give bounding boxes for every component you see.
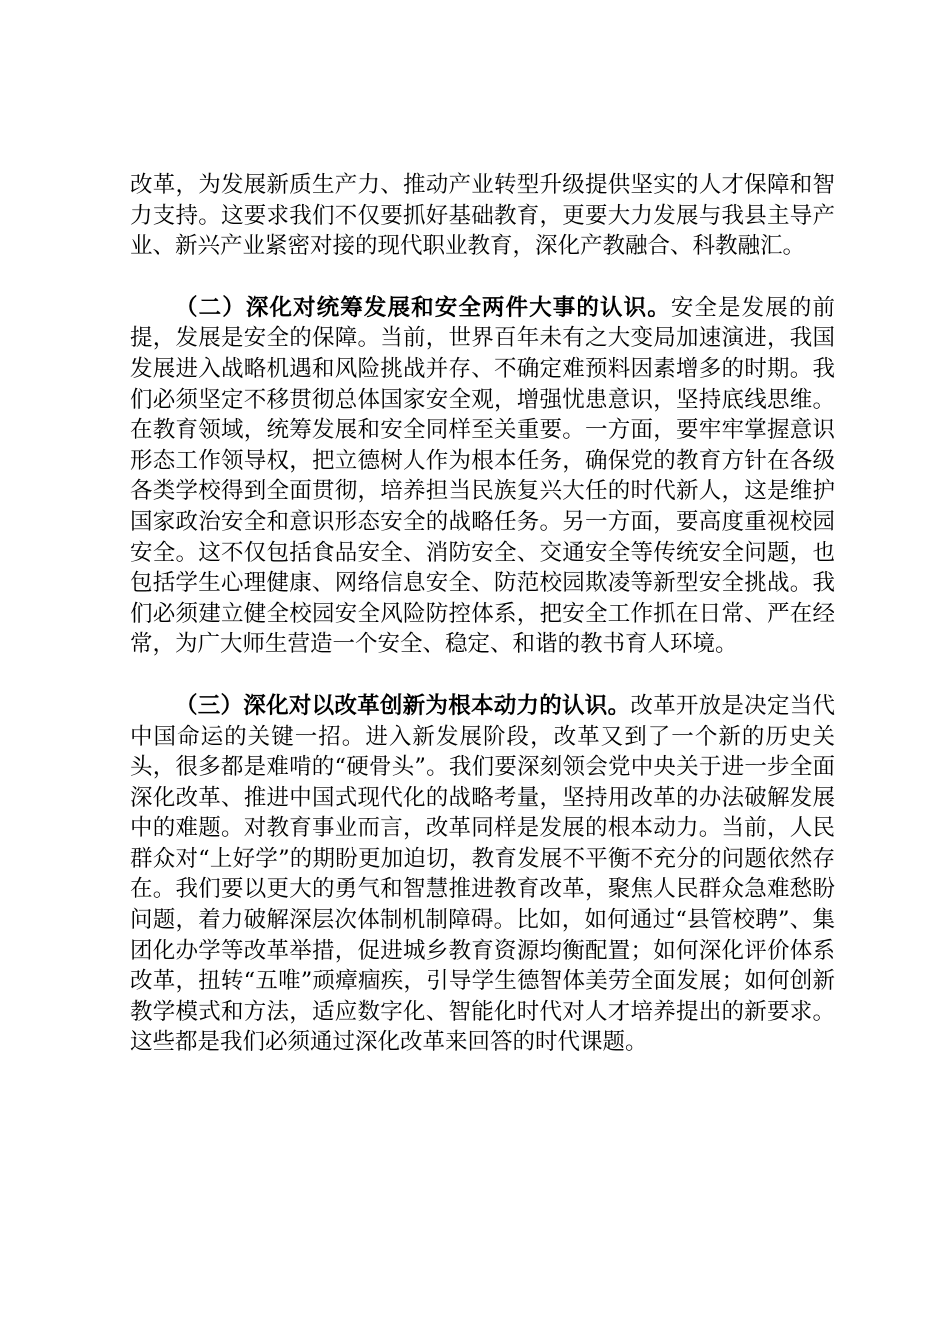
paragraph-section-two (130, 293, 835, 660)
paragraph-body: 改革，为发展新质生产力、推动产业转型升级提供坚实的人才保障和智力支持。这要求我们不仅要抓好基础教育，更要大力发展与我县主导产业、新兴产业紧密对接的现代职业教育，深化产教融合、科教融汇。 (130, 172, 835, 260)
paragraph-continuation (130, 170, 835, 262)
section-heading: （二）深化对统筹发展和安全两件大事的认识。 (175, 294, 671, 321)
paragraph-body: 安全是发展的前提，发展是安全的保障。当前，世界百年未有之大变局加速演进，我国发展进入战略机遇和风险挑战并存、不确定难预料因素增多的时期。我们必须坚定不移贯彻总体国家安全观，增强忧患意识，坚持底线思维。在教育领域，统筹发展和安全同样至关重要。一方面，要牢牢掌握意识形态工作领导权，把立德树人作为根本任务，确保党的教育方针在各级各类学校得到全面贯彻，培养担当民族复兴大任的时代新人，这是维护国家政治安全和意识形态安全的战略任务。另一方面，要高度重视校园安全。这不仅包括食品安全、消防安全、交通安全等传统安全问题，也包括学生心理健康、网络信息安全、防范校园欺凌等新型安全挑战。我们必须建立健全校园安全风险防控体系，把安全工作抓在日常、严在经常，为广大师生营造一个安全、稳定、和谐的教书育人环境。 (130, 294, 835, 658)
paragraph-section-three (130, 691, 835, 1058)
paragraph-body: 改革开放是决定当代中国命运的关键一招。进入新发展阶段，改革又到了一个新的历史关头，很多都是难啃的“硬骨头”。我们要深刻领会党中央关于进一步全面深化改革、推进中国式现代化的战略考量，坚持用改革的办法破解发展中的难题。对教育事业而言，改革同样是发展的根本动力。当前，人民群众对“上好学”的期盼更加迫切，教育发展不平衡不充分的问题依然存在。我们要以更大的勇气和智慧推进教育改革，聚焦人民群众急难愁盼问题，着力破解深层次体制机制障碍。比如，如何通过“县管校聘”、集团化办学等改革举措，促进城乡教育资源均衡配置；如何深化评价体系改革，扭转“五唯”顽瘴痼疾，引导学生德智体美劳全面发展；如何创新教学模式和方法，适应数字化、智能化时代对人才培养提出的新要求。这些都是我们必须通过深化改革来回答的时代课题。 (130, 692, 835, 1056)
section-heading: （三）深化对以改革创新为根本动力的认识。 (175, 692, 631, 719)
document-page (130, 170, 835, 1089)
